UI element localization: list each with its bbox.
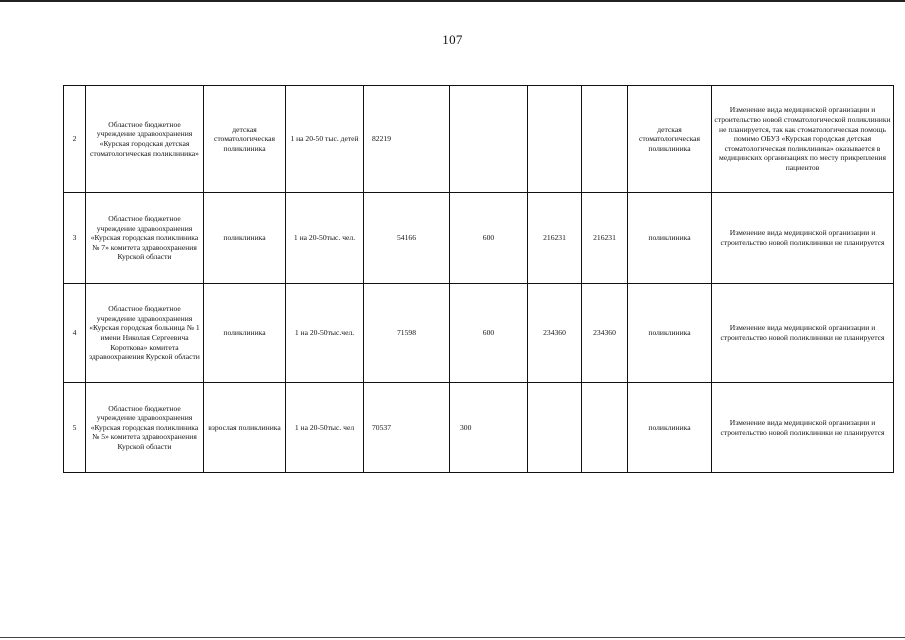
capacity-value: 600 (450, 193, 528, 284)
row-number: 2 (64, 86, 86, 193)
organization-type: детская стоматологическая поликлиника (204, 86, 286, 193)
value-1 (528, 383, 582, 473)
population-value: 70537 (364, 383, 450, 473)
top-border-line (0, 0, 905, 2)
page-number: 107 (442, 32, 463, 47)
row-number: 3 (64, 193, 86, 284)
organization-type: поликлиника (204, 193, 286, 284)
organization-name: Областное бюджетное учреждение здравоохранения «Курская городская поликлиника № 7» комитета здравоохранения Курской области (86, 193, 204, 284)
target-type: детская стоматологическая поликлиника (628, 86, 712, 193)
value-1: 216231 (528, 193, 582, 284)
row-number: 4 (64, 284, 86, 383)
target-type: поликлиника (628, 193, 712, 284)
organization-name: Областное бюджетное учреждение здравоохранения «Курская городская поликлиника № 5» комитета здравоохранения Курской области (86, 383, 204, 473)
table-row (64, 86, 894, 193)
target-type: поликлиника (628, 383, 712, 473)
conclusion-text: Изменение вида медицинской организации и строительство новой поликлиники не планируется (712, 383, 894, 473)
value-2: 234360 (582, 284, 628, 383)
conclusion-text: Изменение вида медицинской организации и строительство новой поликлиники не планируется (712, 284, 894, 383)
row-number: 5 (64, 383, 86, 473)
capacity-value (450, 86, 528, 193)
organization-name: Областное бюджетное учреждение здравоохранения «Курская городская детская стоматологическая поликлиника» (86, 86, 204, 193)
value-1: 234360 (528, 284, 582, 383)
organizations-table (63, 85, 894, 473)
capacity-value: 600 (450, 284, 528, 383)
norm-value: 1 на 20-50тыс.чел. (286, 284, 364, 383)
norm-value: 1 на 20-50 тыс. детей (286, 86, 364, 193)
population-value: 82219 (364, 86, 450, 193)
value-1 (528, 86, 582, 193)
conclusion-text: Изменение вида медицинской организации и строительство новой поликлиники не планируется (712, 193, 894, 284)
value-2 (582, 383, 628, 473)
norm-value: 1 на 20-50тыс. чел (286, 383, 364, 473)
organization-type: взрослая поликлиника (204, 383, 286, 473)
bottom-border-line (0, 637, 905, 638)
organization-name: Областное бюджетное учреждение здравоохранения «Курская городская больница № 1 имени Николая Сергеевича Короткова» комитета здравоохранения Курской области (86, 284, 204, 383)
table-row (64, 284, 894, 383)
table-row (64, 383, 894, 473)
population-value: 71598 (364, 284, 450, 383)
organization-type: поликлиника (204, 284, 286, 383)
population-value: 54166 (364, 193, 450, 284)
norm-value: 1 на 20-50тыс. чел. (286, 193, 364, 284)
capacity-value: 300 (450, 383, 528, 473)
target-type: поликлиника (628, 284, 712, 383)
table-row (64, 193, 894, 284)
conclusion-text: Изменение вида медицинской организации и строительство новой стоматологической поликлиники не планируется, так как стоматологическая помощь помимо ОБУЗ «Курская городская детская стоматологическая поликлиника» оказывается в медицинских организациях по месту прикрепления пациентов (712, 86, 894, 193)
value-2 (582, 86, 628, 193)
value-2: 216231 (582, 193, 628, 284)
